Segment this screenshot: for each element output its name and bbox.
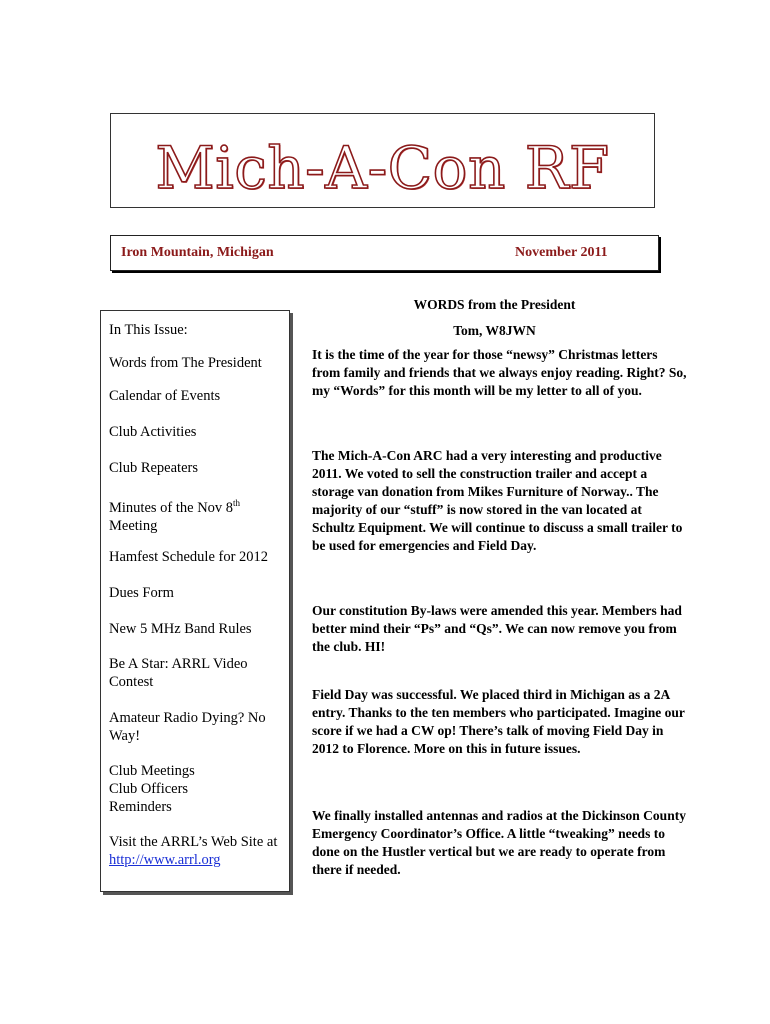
toc-item-radio-dying: Amateur Radio Dying? No Way! xyxy=(109,710,266,744)
arrl-web-link[interactable]: http://www.arrl.org xyxy=(109,852,221,868)
toc-item-club-officers: Club Officers xyxy=(109,781,189,797)
in-this-issue-sidebar xyxy=(100,310,290,892)
toc-item-words-from-president: Words from The President xyxy=(109,355,262,371)
toc-item-arrl-web xyxy=(109,833,284,869)
toc-item-5mhz-rules: New 5 MHz Band Rules xyxy=(109,621,252,637)
article-paragraph: It is the time of the year for those “newsy” Christmas letters from family and friends that we always enjoy reading. Right? So, my “Words” for this month will be my letter to all of you. xyxy=(312,347,687,398)
minutes-prefix: Minutes of the Nov 8 xyxy=(109,499,234,516)
toc-item-reminders: Reminders xyxy=(109,799,172,815)
article-title: WORDS from the President xyxy=(413,297,576,312)
sidebar-heading: In This Issue: xyxy=(109,322,188,338)
minutes-superscript: th xyxy=(233,498,241,508)
article-paragraph: Our constitution By-laws were amended this year. Members had better mind their “Ps” and “Qs”. We can now remove you from the club. HI! xyxy=(312,603,682,654)
article-byline: Tom, W8JWN xyxy=(453,323,536,338)
newsletter-title: Mich-A-Con RF xyxy=(155,134,610,202)
article-paragraph: The Mich-A-Con ARC had a very interesting and productive 2011. We voted to sell the construction trailer and accept a storage van donation from Mikes Furniture of Norway.. The majority of our “stuff” is now stored in the van located at Schultz Equipment. We will continue to discuss a small trailer to be used for emergencies and Field Day. xyxy=(312,448,683,553)
article-paragraph: Field Day was successful. We placed third in Michigan as a 2A entry. Thanks to the ten members who participated. Imagine our score if we had a CW op! There’s talk of moving Field Day in 2012 to Florence. More on this in future issues. xyxy=(312,687,685,756)
issue-date: November 2011 xyxy=(515,245,608,260)
toc-item-minutes xyxy=(109,494,284,535)
toc-item-calendar: Calendar of Events xyxy=(109,388,221,404)
arrl-web-text: Visit the ARRL’s Web Site at xyxy=(109,834,278,850)
toc-item-club-meetings: Club Meetings xyxy=(109,763,195,779)
toc-item-hamfest: Hamfest Schedule for 2012 xyxy=(109,549,269,565)
toc-item-dues-form: Dues Form xyxy=(109,585,174,601)
info-bar xyxy=(110,235,659,271)
article-paragraph: We finally installed antennas and radios at the Dickinson County Emergency Coordinator’s Office. A little “tweaking” needs to done on the Hustler vertical but we are ready to operate from there if needed. xyxy=(312,808,686,877)
toc-item-club-activities: Club Activities xyxy=(109,424,197,440)
toc-item-video-contest: Be A Star: ARRL Video Contest xyxy=(109,656,248,690)
minutes-suffix: Meeting xyxy=(109,517,158,534)
masthead-box xyxy=(110,113,655,208)
toc-item-club-repeaters: Club Repeaters xyxy=(109,460,198,476)
location-label: Iron Mountain, Michigan xyxy=(121,245,274,260)
